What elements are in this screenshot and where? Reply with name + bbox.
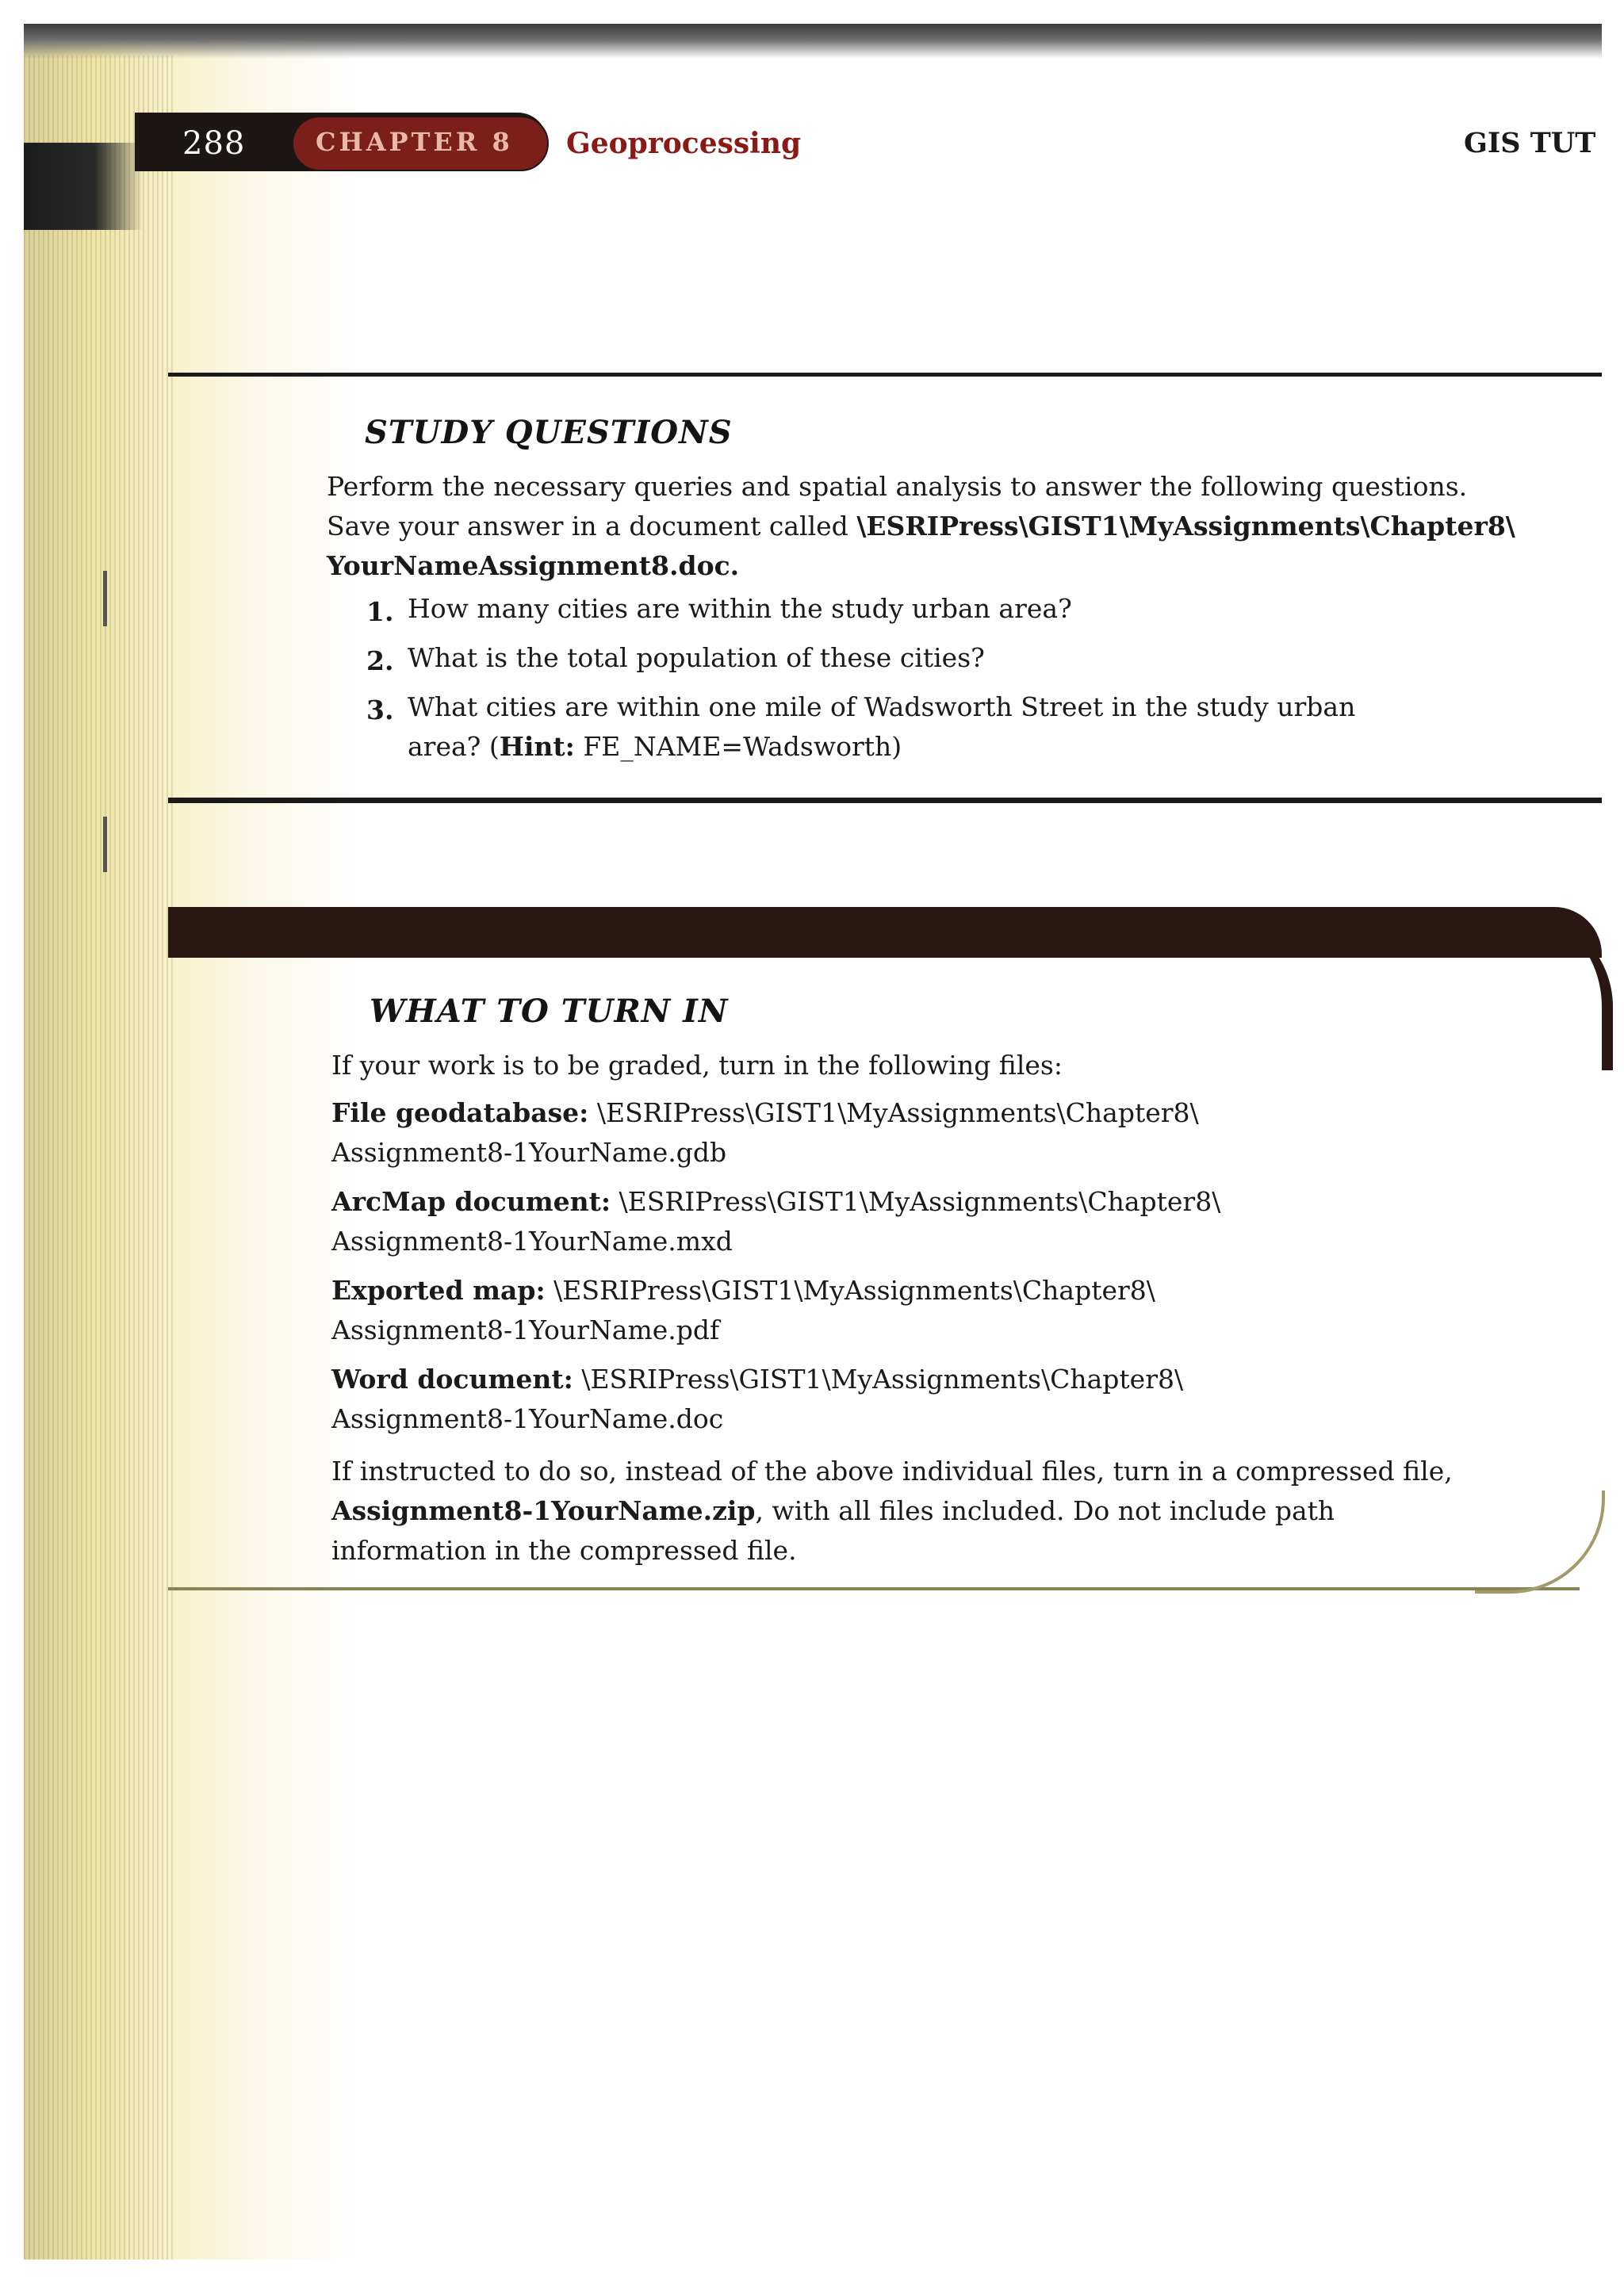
file-label: Word document: <box>331 1364 573 1395</box>
file-entry <box>331 1359 1183 1400</box>
page-number: 288 <box>182 125 246 162</box>
closing-line1: If instructed to do so, instead of the above individual files, turn in a compressed file, <box>331 1456 1453 1487</box>
study-intro-line2 <box>327 506 1515 547</box>
file-path: \ESRIPress\GIST1\MyAssignments\Chapter8\ <box>545 1275 1155 1306</box>
question-number: 1. <box>366 596 394 627</box>
section-rule-bottom <box>168 798 1602 803</box>
study-intro-line2-prefix: Save your answer in a document called <box>327 511 857 541</box>
zip-filename: Assignment8-1YourName.zip <box>331 1495 756 1526</box>
gutter-mark <box>103 571 107 626</box>
study-questions-heading: STUDY QUESTIONS <box>365 414 733 451</box>
section-rule-top <box>168 373 1602 377</box>
file-label: Exported map: <box>331 1275 546 1306</box>
question-number: 3. <box>366 695 394 725</box>
book-gutter <box>24 55 174 2260</box>
file-entry <box>331 1270 1155 1311</box>
file-name: Assignment8-1YourName.gdb <box>331 1137 727 1168</box>
file-name: Assignment8-1YourName.mxd <box>331 1226 733 1257</box>
chapter-title: Geoprocessing <box>566 127 802 160</box>
gutter-mark <box>103 817 107 872</box>
file-path: \ESRIPress\GIST1\MyAssignments\Chapter8\ <box>611 1186 1221 1217</box>
scanned-page <box>24 24 1602 2260</box>
q3-cont-prefix: area? ( <box>408 731 500 762</box>
file-entry <box>331 1093 1199 1134</box>
file-label: ArcMap document: <box>331 1186 611 1217</box>
question-number: 2. <box>366 645 394 676</box>
turn-in-heading: WHAT TO TURN IN <box>370 993 729 1030</box>
chapter-label: CHAPTER 8 <box>316 127 513 157</box>
gutter-shadow <box>24 143 143 230</box>
question-text: How many cities are within the study urban area? <box>408 593 1072 624</box>
closing-line2 <box>331 1490 1335 1532</box>
hint-label: Hint: <box>499 731 575 762</box>
closing-line3: information in the compressed file. <box>331 1535 797 1566</box>
top-shadow <box>24 24 1602 59</box>
assignment-path: \ESRIPress\GIST1\MyAssignments\Chapter8\ <box>856 511 1515 541</box>
assignment-filename: YourNameAssignment8.doc. <box>327 550 740 581</box>
turn-in-header-bar <box>168 907 1602 958</box>
question-text: What cities are within one mile of Wadsworth Street in the study urban <box>408 691 1356 722</box>
file-path: \ESRIPress\GIST1\MyAssignments\Chapter8\ <box>588 1097 1199 1128</box>
question-3-continuation <box>408 726 902 767</box>
file-label: File geodatabase: <box>331 1097 589 1128</box>
turn-in-box-bottom <box>168 1587 1580 1590</box>
turn-in-intro: If your work is to be graded, turn in the following files: <box>331 1050 1063 1081</box>
file-name: Assignment8-1YourName.pdf <box>331 1314 720 1345</box>
study-intro-line1: Perform the necessary queries and spatial analysis to answer the following questions. <box>327 471 1468 502</box>
file-entry <box>331 1181 1220 1223</box>
hint-text: FE_NAME=Wadsworth) <box>574 731 902 762</box>
file-name: Assignment8-1YourName.doc <box>331 1403 724 1434</box>
running-head: GIS TUT <box>1464 127 1596 159</box>
question-text: What is the total population of these cities? <box>408 642 985 673</box>
closing-line2-rest: , with all files included. Do not include path <box>755 1495 1335 1526</box>
file-path: \ESRIPress\GIST1\MyAssignments\Chapter8\ <box>573 1364 1184 1395</box>
